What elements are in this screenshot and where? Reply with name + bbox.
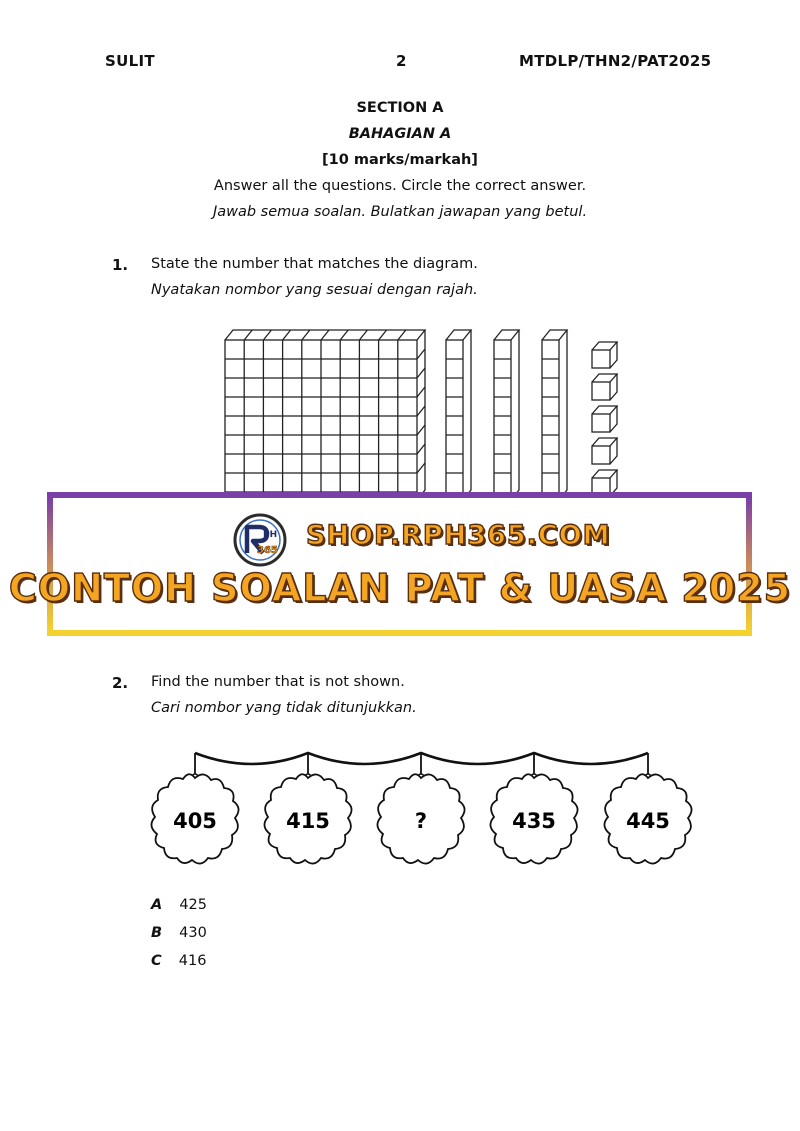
option-value: 430 (179, 925, 207, 941)
tag-value: 435 (512, 809, 556, 833)
number-tag-3 (377, 753, 464, 864)
number-tag-1 (151, 753, 238, 864)
option-c[interactable] (151, 950, 206, 969)
ten-rod-2 (494, 330, 519, 495)
option-b[interactable] (151, 922, 207, 941)
rph365-logo-icon (233, 513, 287, 567)
number-tag-2 (264, 753, 351, 864)
question-2-number: 2. (112, 674, 129, 692)
number-tag-4 (490, 753, 577, 864)
question-1-text-ms: Nyatakan nombor yang sesuai dengan rajah. (151, 282, 478, 298)
section-instruction-ms: Jawab semua soalan. Bulatkan jawapan yang betul. (212, 204, 588, 220)
question-2-text: Find the number that is not shown. (151, 674, 405, 690)
banner-title: CONTOH SOALAN PAT & UASA 2025 (8, 566, 792, 610)
unit-cubes (592, 342, 617, 495)
number-tag-5 (604, 753, 691, 864)
banner-shop-url: SHOP.RPH365.COM (306, 520, 611, 551)
option-letter: B (151, 925, 163, 941)
section-marks: [10 marks/markah] (322, 152, 478, 168)
question-2-text-ms: Cari nombor yang tidak ditunjukkan. (151, 700, 417, 716)
ten-rod-1 (446, 330, 471, 495)
question-1-number: 1. (112, 256, 129, 274)
tag-value: 445 (626, 809, 670, 833)
section-title-ms: BAHAGIAN A (348, 126, 452, 142)
tag-value: 405 (173, 809, 217, 833)
option-a[interactable] (151, 894, 207, 913)
number-tags-diagram (140, 735, 710, 870)
base-ten-blocks-diagram (215, 320, 635, 495)
ten-rod-3 (542, 330, 567, 495)
option-letter: C (151, 953, 162, 969)
header-sulit: SULIT (105, 52, 155, 70)
question-1-text: State the number that matches the diagram. (151, 256, 478, 272)
promo-banner (47, 492, 752, 636)
option-value: 425 (179, 897, 208, 913)
section-title: SECTION A (356, 100, 444, 116)
svg-text:PH: PH (263, 530, 278, 540)
svg-text:365: 365 (257, 545, 278, 556)
tag-value: 415 (286, 809, 330, 833)
section-instruction: Answer all the questions. Circle the correct answer. (213, 178, 587, 194)
tag-value: ? (414, 809, 428, 833)
hundred-block (225, 330, 425, 495)
option-letter: A (151, 897, 163, 913)
option-value: 416 (178, 953, 207, 969)
paper-code: MTDLP/THN2/PAT2025 (519, 52, 712, 70)
page-number: 2 (396, 52, 407, 70)
